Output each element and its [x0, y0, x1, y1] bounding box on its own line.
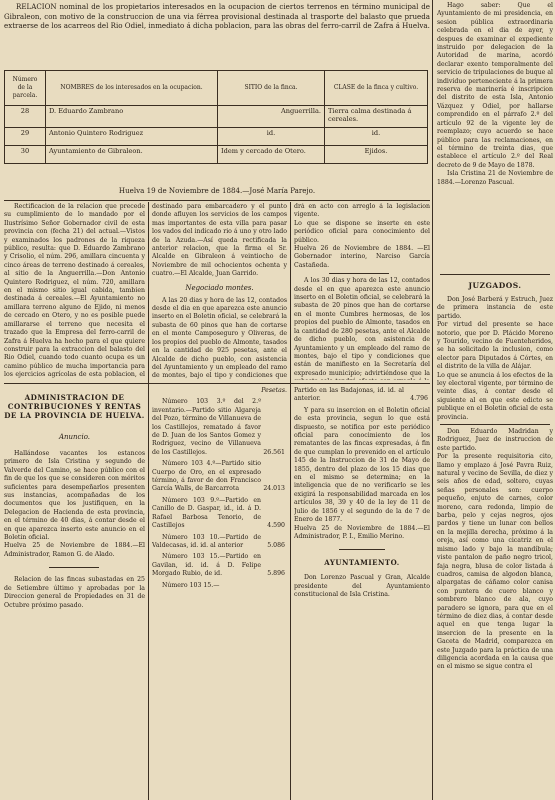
table-row [5, 106, 428, 128]
th-numero: Número de la parcela. [5, 71, 46, 106]
anuncio-text: Hallándose vacantes los estancos primero de Isla Cristina y segundo de Valverde del Camino, se hace público con el fin de que los que se consideren con méritos suficientes para desempeñarlos presenten sus instancias, acompañadas de los documentos que los justifiquen, en la Delegacion de Hacienda de esta provincia, en el término de 40 dias, á contar desde el en que aparezca inserto este anuncio en el Boletin oficial. Huelva 25 de Noviembre de 1884.—El Administrador, Ramon G. de Alado. [4, 450, 145, 558]
cell-name: D. Eduardo Zambrano [46, 106, 218, 128]
list-item [152, 553, 287, 578]
finca-amount: 5.896 [267, 570, 285, 578]
finca-amount: 5.086 [267, 541, 285, 549]
fincas-entries [152, 398, 287, 590]
subasta-text-2: A los 30 dias y hora de las 12, contados desde el en que aparezca este anuncio inserto en el Boletin oficial, se celebrará la subasta de 20 pinos que han de cortarse en el monte Cumbres hermosas, de los propios del pueblo de Almonte, tasados en la cantidad de 280 pesetas, ante el Alcalde de dicho pueblo, con asistencia de Ayuntamiento y un empleado del ramo de montes, bajo el tipo y condiciones que están de manifiesto en la Secretaría del expresado municipio; advirtiéndose que la [294, 277, 430, 377]
requisitoria-section [437, 428, 553, 800]
subasta-text-1: A las 20 dias y hora de las 12, contados desde el dia en que aparezca este anuncio inserto en el Boletin oficial, se celebrará la subasta de 60 pinos que han de cortarse en el monte Camposeguro y Oliveras, de los propios del pueblo de Almonte, tasados en la cantidad de 925 pesetas, ante el Alcalde de dicho pueblo, con asistencia del Ayuntamiento y un empleado del ramo de montes, bajo el tipo y condiciones que [152, 296, 287, 380]
subasta-text-1-end: drá en acto con arreglo á la legislacion vigente. Lo que se dispone se inserte en este periódico oficial para conocimiento del público. Huelva 26 de Noviembre de 1884. —El Gobernador interino, Narciso García Castañeda. [294, 203, 430, 269]
rectificacion-text-block [4, 203, 145, 380]
finca-amount: 24.013 [263, 485, 285, 493]
ayuntamiento-text: Don Lorenzo Pascual y Gran, Alcalde presidente del Ayuntamiento constitucional de Isla Cristina. [294, 574, 430, 599]
cell-clase: id. [325, 128, 428, 146]
finca-text: Número 103 9.º—Partido en Canillo de D. Gaspar, id., id. á D. Rafael Barbosa Tenorio, de Castillejos [152, 496, 261, 530]
list-item [152, 398, 287, 457]
juzgados-section [437, 279, 553, 421]
ayuntamiento-heading: AYUNTAMIENTO. [324, 558, 400, 568]
column-rule [432, 0, 433, 800]
finca-amount: 4.796 [410, 395, 428, 403]
requisitoria-text: Don Eduardo Madridan y Rodriguez, Juez de instruccion de este partido. Por la presente requisitoria cito, llamo y emplazo á José Pavra Ruiz, natural y vecino de Sevilla, de diez y seis años de edad, soltero, cuyas señas personales son: cuerpo pequeño, enjuto de carnes, color moreno, cara redonda, limpio de barba, pelo y cejas negros, ojos pardos y tiene un lunar con bellos en la mejilla derecha, próximo á la oreja, así como una cicatriz en el mismo lado y bajo la mandíbula; viste pantalon de paño negro tricol, faja negra, blusa de color listada á cuadros, camisa de algodon blanca, alpargatas de cáñamo color canisa con puntera de cuero blanco y sombrero blanco de ala, cuyo paradero se ignora, para que en el término de diez dias, á contar desde aquel en que tenga lugar la insercion de la presente en la Gaceta de Madrid, comparezca en este Juzgado para la práctica de una diligencia acordada en la causa que en el mismo se sigue contra el [437, 428, 553, 671]
th-clase: CLASE de la finca y cultivo. [325, 71, 428, 106]
rectificacion-text: Rectificacion de la relacion que precede su cumplimiento de lo mandado por el Ilustrísimo Señor Gobernador civil de esta provincia con (fecha 21) del actual.—Vistos y examinados los padrones de la riqueza público, resulta: que D. Eduardo Zambrano y Crisolio, el núm. 296, amillara cincuenta y cinco áreas de terreno destinado á cereales, al sitio de la Anguerrilla.—Don Antonio Quintero Rodriguez, el núm. 720, amillara en el mismo sitio igual cabida, tambien destinada á cereales.—El Ayuntamiento no amillara terreno alguno de Ejido, ni menos de cercado en Otero, y no es posible puede amillararse el terreno que necesita el trazado que la Empresa del ferro-carril de Zafra á Huelva ha hecho para el que quiere construir para la extraccion del balasto del Rio Odiel, cuando todo cuanto ocupa es un camino público de mucha importancia para los ejercicios agrícolas de esta poblacion, el [4, 203, 145, 379]
list-item [152, 534, 287, 551]
cell-num: 29 [5, 128, 46, 146]
finca-text: Partido en las Badajonas, id. id. al anterior. [294, 387, 404, 403]
relacion-heading: RELACION nominal de los propietarios interesados en la ocupacion de ciertos terrenos en término municipal de Gibraleon, con motivo de la construccion de una via férrea provisional destinada al trasporte del balasto que prueda extraerse de los acarreos del Rio Odiel, inmediato á dicha poblacion, para las obras del ferro-carril de Zafra á Huelva. [4, 2, 430, 31]
divider [49, 567, 99, 568]
administracion-heading: ADMINISTRACION DE CONTRIBUCIONES Y RENTAS DE LA PROVINCIA DE HUELVA. [4, 393, 145, 420]
divider [4, 383, 430, 384]
list-item [294, 387, 430, 404]
finca-amount: 4.590 [267, 522, 285, 530]
cell-clase: Ejidos. [325, 146, 428, 164]
subasta-text-block [294, 203, 430, 380]
table-row [5, 146, 428, 164]
cell-name: Ayuntamiento de Gibraleon. [46, 146, 218, 164]
table-row [5, 128, 428, 146]
table-header-row [5, 71, 428, 106]
finca-text: Número 103 15.— [162, 581, 220, 589]
column-rule [290, 202, 291, 800]
fincas-notice [294, 387, 430, 800]
list-item [152, 460, 287, 494]
cell-clase: Tierra calma destinada á cereales. [325, 106, 428, 128]
finca-text: Número 103 4.º—Partido sitio Cuerpo de Oro, en el expresado término, á favor de don Francisco García Walls, de Barcarrota [152, 460, 261, 493]
th-nombres: NOMBRES de los interesados en la ocupacion. [46, 71, 218, 106]
juzgados-heading: JUZGADOS. [468, 281, 522, 290]
list-item [152, 582, 287, 590]
cell-sitio: id. [218, 128, 325, 146]
cell-num: 30 [5, 146, 46, 164]
edict-text: Hago saber: Que el Ayuntamiento de mi presidencia, en sesion pública extraordinaria celebrada en el dia de ayer, y despues de examinar el expediente instruido por delegacion de la Autoridad de marina, acordó declarar exento temporalmente del servicio de tripulaciones de buque al individuo perteneciente á la primera reserva de marinería é inscripcion del distrito de esta Isla, Antonio Vázquez y Odiel, por hallarse comprendido en el párrafo 2.º del artículo 92 de la vigente ley de reemplazo; cuyo acuerdo se hace público para las reclamaciones, en el término de treinta dias, que establece el artículo 2.º del Real decreto de 9 de Mayo de 1878. [437, 2, 553, 169]
finca-text: Número 103 15.—Partido en Gavilan, id. id. á D. Felipe Morgado Rubio, de id. [152, 553, 261, 578]
divider [4, 200, 430, 201]
th-sitio: SITIO de la finca. [218, 71, 325, 106]
negociado-montes-block [152, 203, 287, 380]
finca-amount: 26.561 [263, 448, 285, 456]
relacion-signature-block [4, 186, 430, 198]
list-item [152, 497, 287, 531]
rectificacion-continued: destinado para embarcadero y el punto donde afluyen los servicios de los campos mas importantes de esta villa para pasar los vados del indicado rio á uno y otro lado de la Azuda.—Así queda rectificada la anterior relacion, que la firma el Sr. Alcalde en Gibraleon á veintiocho de Noviembre de mil ochocientos ochenta y cuatro.—El Alcalde, Juan Garrido. [152, 203, 287, 278]
fincas-notice-text: Y para su insercion en el Boletin oficial de esta provincia, segun lo que está dispuesto, se notifica por este periódico oficial para conocimiento de los rematantes de las fincas expresadas, á fin de que cumplan lo prevenido en el artículo 145 de la Instruccion de 31 de Mayo de 1855, dentro del plazo de los 15 dias que en el mismo se determina; en la inteligencia que de no verificarlo se les exigirá la responsabilidad marcada en los artículos 38, 39 y 40 de la ley de 11 de Julio de 1856 y el segundo de la de 7 de Enero de 1877. Huelva 25 de Noviembre de 1884.—El Administrador, P. I., Emilio Merino. [294, 406, 430, 540]
divider [339, 549, 385, 550]
anuncio-heading: Anuncio. [58, 433, 91, 441]
cell-sitio: Anguerrilla. [218, 106, 325, 128]
relacion-signature: Huelva 19 de Noviembre de 1884.—José María Parejo. [118, 186, 316, 195]
cell-num: 28 [5, 106, 46, 128]
divider [329, 273, 389, 274]
fincas-relacion-text: Relacion de las fincas subastadas en 25 de Setiembre último y aprobadas por la Direccion general de Propiedades en 31 de Octubre próximo pasado. [4, 576, 145, 609]
column-rule [148, 202, 149, 800]
administracion-section [4, 387, 145, 800]
pesetas-label: Pesetas. [261, 387, 287, 394]
negociado-montes-heading: Negociado montes. [185, 283, 254, 292]
cell-sitio: Idem y cercado de Otero. [218, 146, 325, 164]
finca-text: Número 103 3.º del 2.º inventario.—Partido sitio Algareja del Pozo, término de Villanueva de los Castillejos, rematado á favor de D. Juan de los Santos Gomez y Rodriguez, vecino de Villanueva de los Castillejos. [152, 398, 261, 456]
juzgados-text: Don José Barberá y Estruch, Juez de primera instancia de este partido. Por virtud del presente se hace notorio, que por D. Plácido Moreno y Tourido, vecino de Fuenteheridos, se ha solicitado la inclusion, como elector para Diputados á Córtes, en el distrito de la villa de Alájar. Lo que se anuncia á los efectos de la ley electoral vigente, por término de veinte dias, á contar desde el siguiente al en que este edicto se publique en el Boletin oficial de esta provincia. [437, 296, 553, 421]
relacion-heading-block [4, 2, 430, 66]
divider [440, 274, 550, 275]
fincas-list [152, 387, 287, 800]
edict-signature: Isla Cristina 21 de Noviembre de 1884.—Lorenzo Pascual. [437, 170, 553, 186]
finca-text: Número 103 10.—Partido de Valdecasas, id. id. al anterior [152, 533, 261, 549]
isla-cristina-edict [437, 2, 553, 272]
divider [440, 424, 550, 425]
propietarios-table [4, 70, 428, 164]
cell-name: Antonio Quintero Rodriguez [46, 128, 218, 146]
